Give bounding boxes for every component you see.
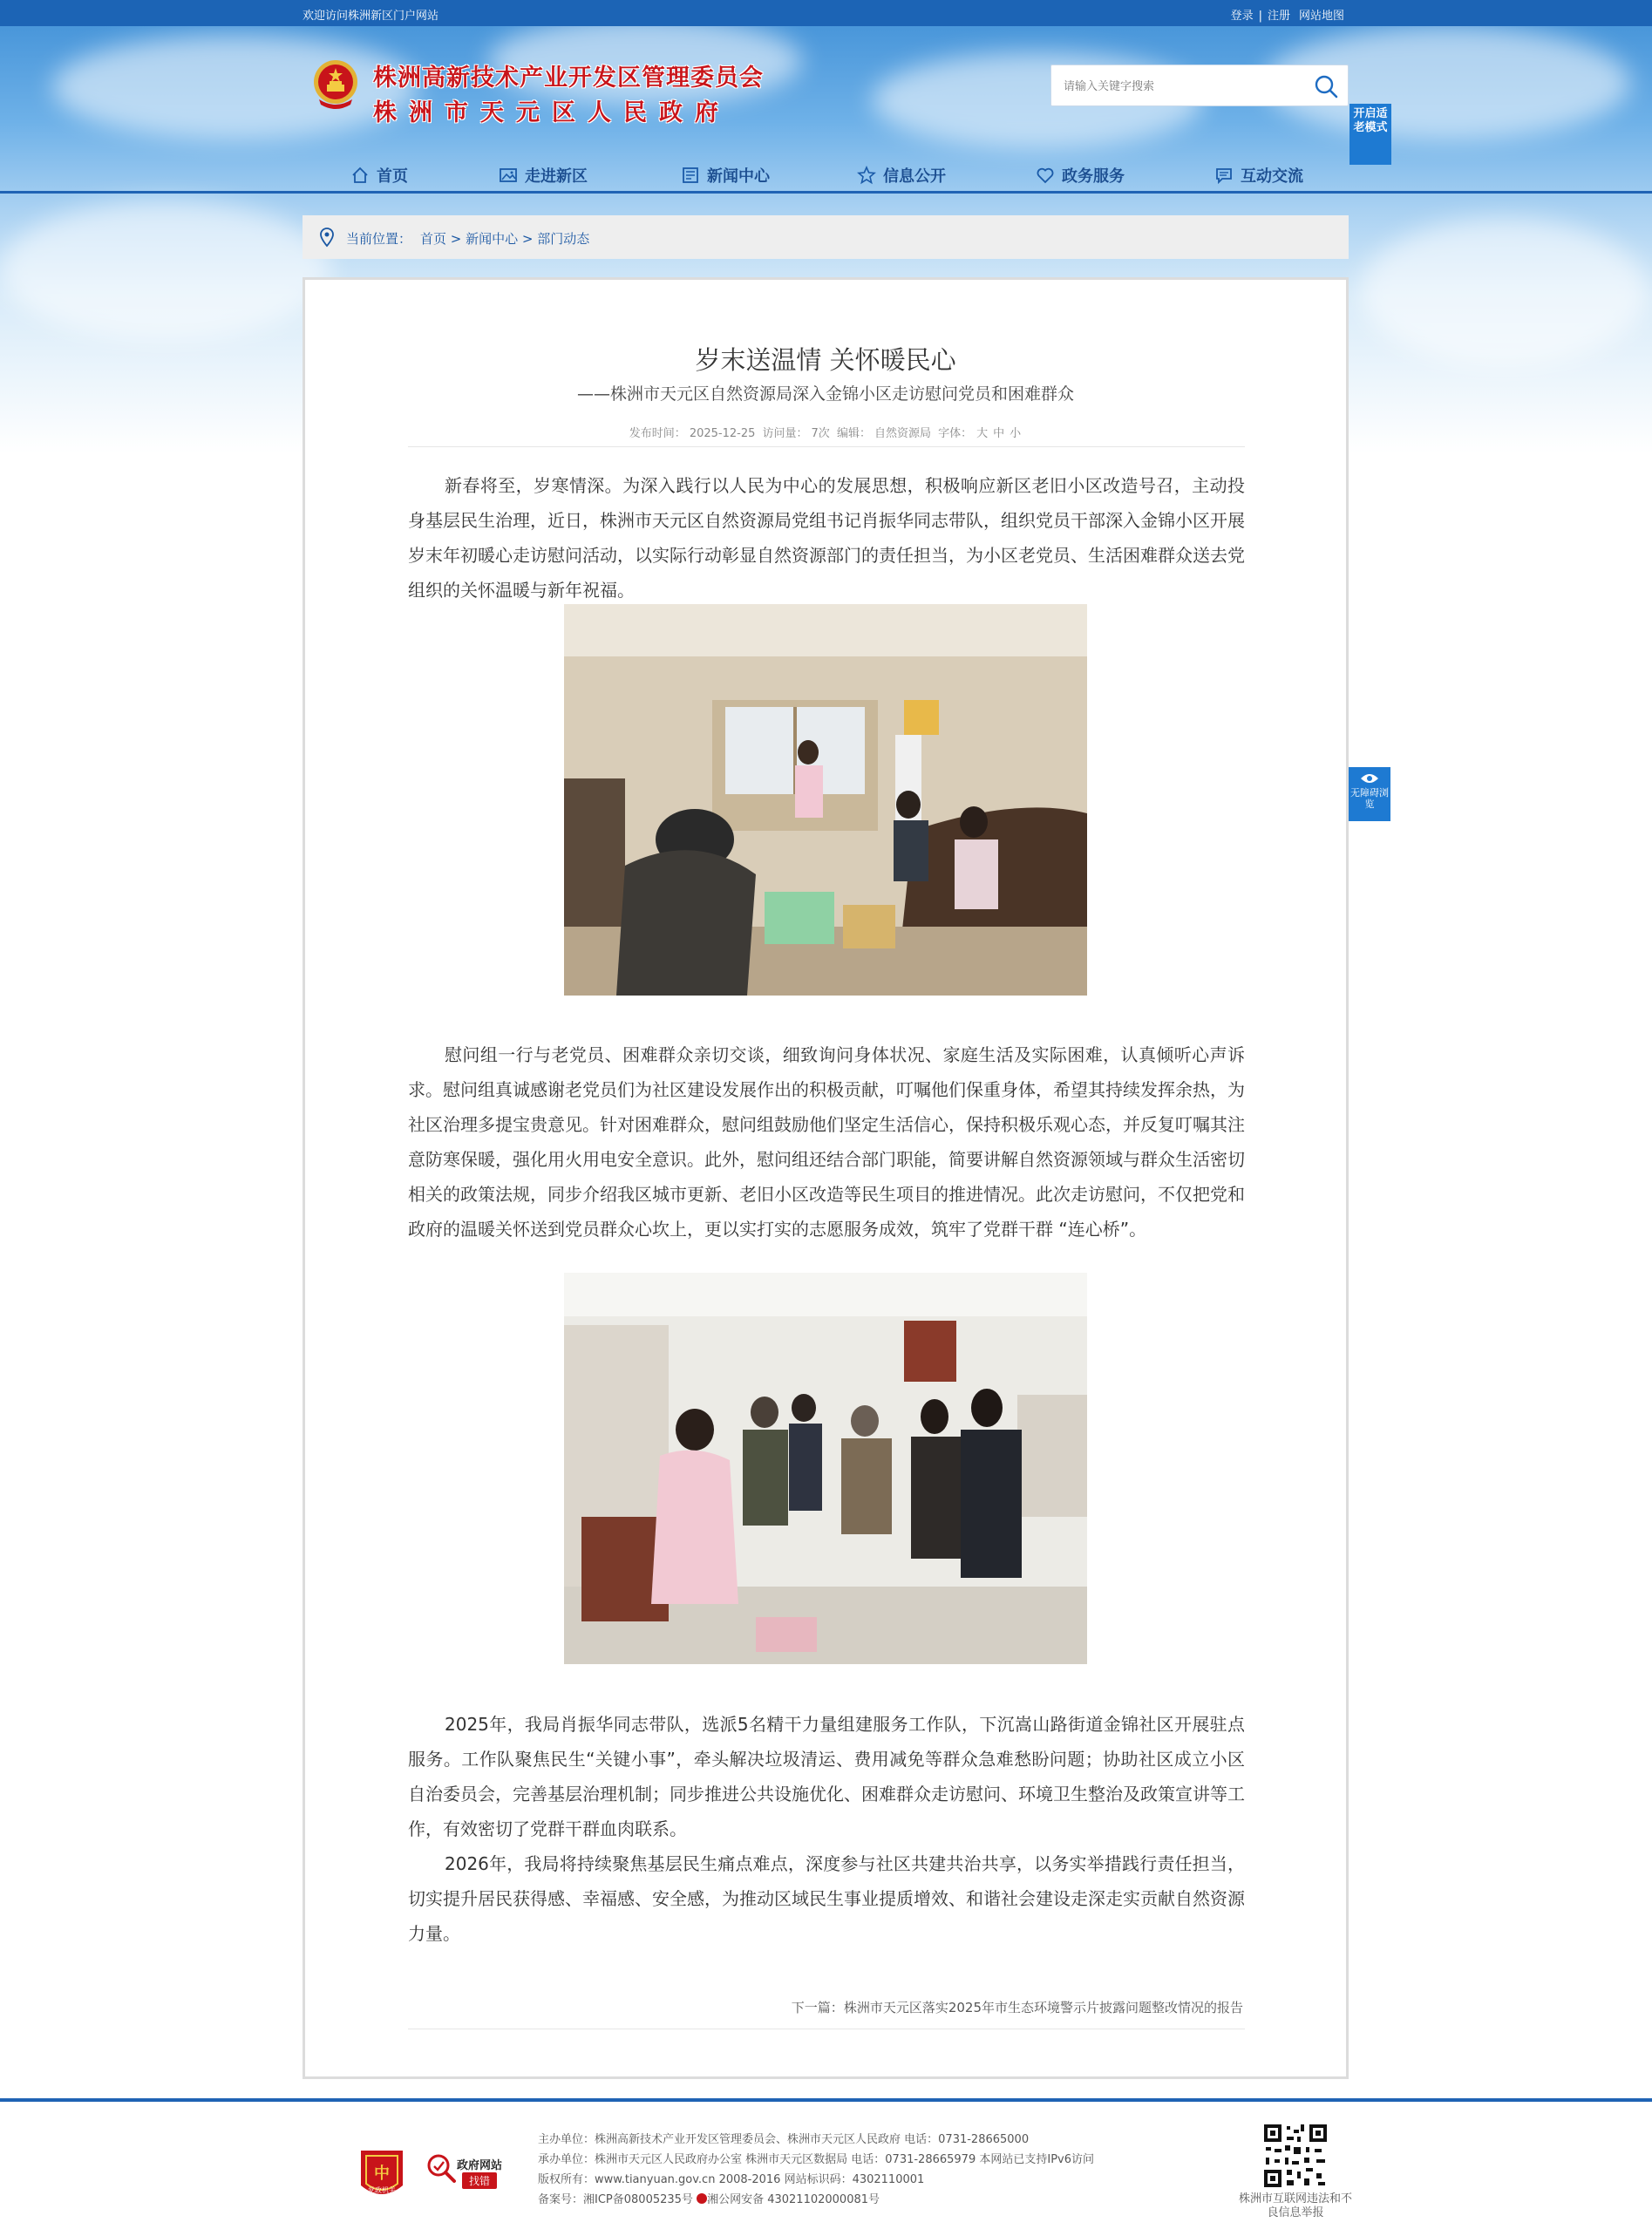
top-links bbox=[1231, 6, 1344, 23]
top-bar bbox=[0, 0, 1652, 26]
party-government-badge-icon[interactable] bbox=[357, 2147, 406, 2203]
nav-label: 政务服务 bbox=[1062, 167, 1125, 186]
icp-link[interactable]: 湘ICP备08005235号 bbox=[583, 2193, 693, 2206]
footer-info bbox=[538, 2130, 1094, 2210]
home-icon bbox=[350, 166, 370, 185]
views-label: 访问量： bbox=[762, 427, 808, 440]
footer bbox=[0, 2102, 1652, 2236]
accessibility-label: 无障碍浏览 bbox=[1350, 787, 1389, 810]
living-room-photo bbox=[564, 604, 1087, 996]
font-large-button[interactable]: 大 bbox=[976, 427, 989, 440]
nav-item-services[interactable] bbox=[1036, 162, 1125, 188]
article-subtitle: ——株洲市天元区自然资源局深入金锦小区走访慰问党员和困难群众 bbox=[576, 384, 1074, 404]
date-label: 发布时间： bbox=[629, 427, 686, 440]
gov-badge-sub: 找错 bbox=[462, 2172, 497, 2189]
editor-label: 编辑： bbox=[836, 427, 871, 440]
nav-item-news[interactable] bbox=[681, 162, 770, 188]
register-link[interactable]: 注册 bbox=[1267, 10, 1290, 23]
police-badge-icon bbox=[697, 2193, 707, 2204]
nav-divider bbox=[0, 191, 1652, 194]
party-badge-text: 党政机关 bbox=[368, 2186, 396, 2194]
login-link[interactable]: 登录 bbox=[1230, 10, 1254, 23]
next-label: 下一篇： bbox=[791, 2000, 844, 2015]
footer-copyright: 版权所有：www.tianyuan.gov.cn 2008-2016 网站标识码：4302110001 bbox=[538, 2173, 925, 2186]
separator: | bbox=[1258, 10, 1262, 23]
article-paragraph: 慰问组一行与老党员、困难群众亲切交谈，细致询问身体状况、家庭生活及实际困难，认真倾听心声诉求。慰问组真诚感谢老党员们为社区建设发展作出的积极贡献，叮嘱他们保重身体，希望其持续发挥余热，为社区治理多提宝贵意见。针对困难群众，慰问组鼓励他们坚定生活信心，保持积极乐观心态，并反复叮嘱其注意防寒保暖，强化用火用电安全意识。此外，慰问组还结合部门职能，简要讲解自然资源领域与群众生活密切相关的政策法规，同步介绍我区城市更新、老旧小区改造等民生项目的推进情况。此次走访慰问，不仅把党和政府的温暖关怀送到党员群众心坎上，更以实打实的志愿服务成效，筑牢了党群干群 “连心桥”。 bbox=[408, 1044, 1245, 1240]
nav-item-about[interactable] bbox=[499, 162, 588, 188]
footer-host: 主办单位：株洲高新技术产业开发区管理委员会、株洲市天元区人民政府 电话：0731-28665000 bbox=[538, 2133, 1030, 2146]
location-pin-icon bbox=[318, 227, 336, 248]
nav-label: 首页 bbox=[377, 167, 408, 186]
breadcrumb-separator: > bbox=[446, 231, 466, 247]
breadcrumb-home[interactable]: 首页 bbox=[420, 231, 447, 247]
next-title: 株洲市天元区落实2025年市生态环境警示片披露问题整改情况的报告 bbox=[843, 2000, 1243, 2015]
visit-photo bbox=[564, 1273, 1087, 1664]
article-photo bbox=[564, 604, 1087, 996]
breadcrumb-dept[interactable]: 部门动态 bbox=[537, 231, 590, 247]
error-search-icon bbox=[424, 2151, 459, 2185]
cloud-decoration bbox=[0, 200, 331, 340]
search-icon[interactable] bbox=[1313, 73, 1339, 99]
landscape-icon bbox=[499, 166, 518, 185]
cloud-decoration bbox=[52, 35, 418, 139]
nav-label: 走进新区 bbox=[525, 167, 588, 186]
next-article-link[interactable] bbox=[792, 1998, 1243, 2016]
welcome-text: 欢迎访问株洲新区门户网站 bbox=[303, 10, 439, 23]
font-label: 字体： bbox=[938, 427, 973, 440]
cloud-decoration bbox=[1360, 218, 1648, 366]
article-photo bbox=[564, 1273, 1087, 1664]
search-input[interactable] bbox=[1064, 77, 1299, 96]
editor-name: 自然资源局 bbox=[874, 427, 931, 440]
elder-mode-button[interactable]: 开启适老模式 bbox=[1349, 104, 1391, 165]
chat-icon bbox=[1214, 166, 1234, 185]
breadcrumb-separator: > bbox=[518, 231, 538, 247]
site-title-line2: 株洲市天元区人民政府 bbox=[373, 99, 731, 126]
breadcrumb-news[interactable]: 新闻中心 bbox=[466, 231, 519, 247]
site-title bbox=[373, 58, 764, 127]
heart-icon bbox=[1036, 166, 1055, 185]
site-title-line1: 株洲高新技术产业开发区管理委员会 bbox=[373, 65, 764, 92]
police-record-link[interactable]: 湘公网安备 43021102000081号 bbox=[707, 2193, 880, 2206]
breadcrumb-label: 当前位置： bbox=[346, 231, 412, 247]
nav-item-info[interactable] bbox=[857, 162, 946, 188]
footer-record: 备案号：湘ICP备08005235号 湘公网安备 43021102000081号 bbox=[538, 2193, 880, 2206]
nav-item-home[interactable] bbox=[350, 162, 408, 188]
national-emblem-icon bbox=[312, 58, 359, 113]
article-paragraph: 新春将至，岁寒情深。为深入践行以人民为中心的发展思想，积极响应新区老旧小区改造号召，主动投身基层民生治理，近日，株洲市天元区自然资源局党组书记肖振华同志带队，组织党员干部深入金锦小区开展岁末年初暖心走访慰问活动，以实际行动彰显自然资源部门的责任担当，为小区老党员、生活困难群众送去党组织的关怀温暖与新年祝福。 bbox=[408, 475, 1245, 601]
search-box bbox=[1050, 65, 1349, 106]
footer-organizer: 承办单位：株洲市天元区人民政府办公室 株洲市天元区数据局 电话：0731-28665979 本网站已支持IPv6访问 bbox=[538, 2153, 1094, 2166]
nav-label: 新闻中心 bbox=[707, 167, 770, 186]
newspaper-icon bbox=[681, 166, 700, 185]
article-paragraph: 2026年，我局将持续聚焦基层民生痛点难点，深度参与社区共建共治共享，以务实举措践行责任担当，切实提升居民获得感、幸福感、安全感，为推动区域民生事业提质增效、和谐社会建设走深走实贡献自然资源力量。 bbox=[408, 1853, 1245, 1944]
article-meta bbox=[305, 424, 1346, 440]
star-icon bbox=[857, 166, 876, 185]
meta-divider bbox=[408, 446, 1245, 447]
nav-label: 互动交流 bbox=[1241, 167, 1303, 186]
report-text: 株洲市互联网违法和不良信息举报 bbox=[1238, 2192, 1352, 2219]
eye-icon bbox=[1360, 772, 1379, 785]
font-small-button[interactable]: 小 bbox=[1010, 427, 1022, 440]
article-paragraph: 2025年，我局肖振华同志带队，选派5名精干力量组建服务工作队，下沉嵩山路街道金锦社区开展驻点服务。工作队聚焦民生“关键小事”，牵头解决垃圾清运、费用减免等群众急难愁盼问题；协助社区成立小区自治委员会，完善基层治理机制；同步推进公共设施优化、困难群众走访慰问、环境卫生整治及政策宣讲等工作，有效密切了党群干群血肉联系。 bbox=[408, 1714, 1245, 1839]
sitemap-link[interactable]: 网站地图 bbox=[1298, 10, 1344, 23]
nav-label: 信息公开 bbox=[883, 167, 946, 186]
view-count: 7次 bbox=[811, 427, 830, 440]
svg-text:中: 中 bbox=[374, 2165, 390, 2183]
gov-badge-title: 政府网站 bbox=[457, 2159, 503, 2172]
article-title: 岁末送温情 关怀暖民心 bbox=[695, 345, 956, 375]
qr-code-icon[interactable] bbox=[1262, 2123, 1329, 2189]
nav-item-interaction[interactable] bbox=[1214, 162, 1303, 188]
breadcrumb-path bbox=[346, 229, 589, 248]
breadcrumb bbox=[303, 215, 1349, 259]
accessibility-button[interactable] bbox=[1349, 767, 1390, 821]
article-panel bbox=[303, 277, 1349, 2079]
font-medium-button[interactable]: 中 bbox=[993, 427, 1005, 440]
main-nav bbox=[0, 155, 1652, 194]
publish-date: 2025-12-25 bbox=[689, 427, 756, 440]
gov-site-error-badge[interactable] bbox=[424, 2147, 504, 2194]
